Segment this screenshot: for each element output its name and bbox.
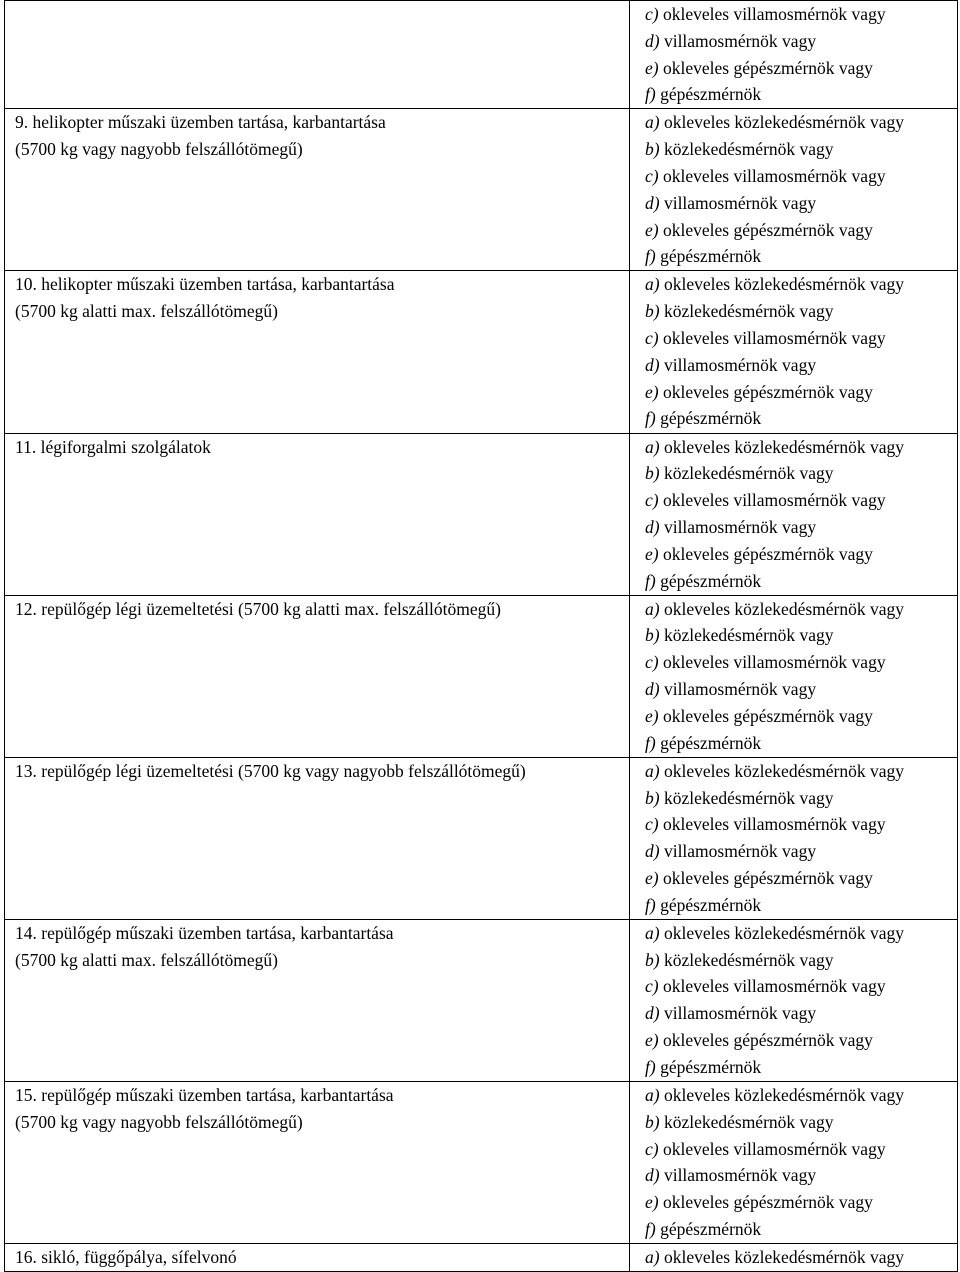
qualification-option [645, 109, 957, 136]
option-text: okleveles közlekedésmérnök vagy [663, 922, 905, 943]
table-row [5, 919, 958, 1081]
option-letter: e) [645, 57, 659, 78]
option-text: okleveles közlekedésmérnök vagy [663, 274, 905, 295]
qualification-option [645, 730, 957, 757]
option-letter: b) [645, 139, 660, 160]
option-letter: a) [645, 922, 660, 943]
option-text: gépészmérnök [660, 894, 762, 915]
option-letter: c) [645, 490, 659, 511]
activity-text: (5700 kg alatti max. felszállótömegű) [15, 301, 278, 322]
qualification-cell [630, 109, 958, 271]
table-row [5, 271, 958, 433]
option-text: okleveles villamosmérnök vagy [662, 652, 886, 673]
option-letter: c) [645, 814, 659, 835]
option-text: okleveles közlekedésmérnök vagy [663, 1084, 905, 1105]
option-text: okleveles közlekedésmérnök vagy [663, 598, 905, 619]
option-letter: d) [645, 1165, 660, 1186]
qualification-option [645, 1162, 957, 1189]
option-letter: f) [645, 570, 656, 591]
activity-text: 15. repülőgép műszaki üzemben tartása, karbantartása [15, 1084, 394, 1105]
option-text: okleveles villamosmérnök vagy [662, 4, 886, 24]
option-text: gépészmérnök [660, 570, 762, 591]
qualification-option [645, 325, 957, 352]
qualification-option [645, 973, 957, 1000]
option-letter: f) [645, 408, 656, 429]
qualification-option [645, 865, 957, 892]
qualification-option [645, 1189, 957, 1216]
qualification-option [645, 352, 957, 379]
option-letter: b) [645, 625, 660, 646]
option-letter: b) [645, 301, 660, 322]
qualification-option [645, 676, 957, 703]
qualification-option [645, 217, 957, 244]
activity-text: (5700 kg vagy nagyobb felszállótömegű) [15, 1111, 303, 1132]
qualification-option [645, 55, 957, 82]
qualification-option [645, 1216, 957, 1243]
option-text: villamosmérnök vagy [663, 1165, 817, 1186]
option-text: közlekedésmérnök vagy [663, 139, 834, 160]
qualification-option [645, 1082, 957, 1109]
option-letter: c) [645, 976, 659, 997]
option-letter: a) [645, 274, 660, 295]
option-letter: f) [645, 84, 656, 105]
table-row [5, 1081, 958, 1243]
table-row [5, 109, 958, 271]
activity-text: 12. repülőgép légi üzemeltetési (5700 kg alatti max. felszállótömegű) [15, 598, 501, 619]
activity-cell [5, 1244, 630, 1272]
option-text: okleveles gépészmérnök vagy [662, 1192, 873, 1213]
table-row [5, 595, 958, 757]
qualification-option [645, 28, 957, 55]
option-letter: d) [645, 30, 660, 51]
qualification-cell [630, 1081, 958, 1243]
option-letter: e) [645, 1192, 659, 1213]
option-text: okleveles villamosmérnök vagy [662, 490, 886, 511]
qualification-option [645, 920, 957, 947]
qualification-option [645, 379, 957, 406]
qualification-option [645, 649, 957, 676]
option-text: okleveles gépészmérnök vagy [662, 867, 873, 888]
qualification-option [645, 785, 957, 812]
option-text: okleveles közlekedésmérnök vagy [663, 436, 905, 457]
option-letter: c) [645, 4, 659, 24]
option-letter: d) [645, 1003, 660, 1024]
qualification-option [645, 460, 957, 487]
qualification-cell [630, 919, 958, 1081]
option-letter: b) [645, 463, 660, 484]
qualification-option [645, 947, 957, 974]
option-letter: f) [645, 732, 656, 753]
option-letter: c) [645, 1138, 659, 1159]
option-text: okleveles közlekedésmérnök vagy [663, 1247, 905, 1268]
option-text: okleveles villamosmérnök vagy [662, 165, 886, 186]
qualification-option [645, 1, 957, 28]
qualification-option [645, 136, 957, 163]
option-text: okleveles villamosmérnök vagy [662, 976, 886, 997]
activity-text: 9. helikopter műszaki üzemben tartása, karbantartása [15, 112, 386, 133]
option-text: okleveles gépészmérnök vagy [662, 219, 873, 240]
option-letter: d) [645, 192, 660, 213]
option-text: gépészmérnök [660, 732, 762, 753]
activity-text: 16. sikló, függőpálya, sífelvonó [15, 1247, 237, 1268]
qualification-option [645, 271, 957, 298]
qualification-option [645, 163, 957, 190]
qualification-option [645, 596, 957, 623]
activity-cell [5, 433, 630, 595]
option-text: közlekedésmérnök vagy [663, 787, 834, 808]
activity-text: 14. repülőgép műszaki üzemben tartása, karbantartása [15, 922, 394, 943]
qualification-option [645, 487, 957, 514]
option-letter: e) [645, 705, 659, 726]
option-letter: d) [645, 679, 660, 700]
option-text: gépészmérnök [660, 1056, 762, 1077]
option-text: gépészmérnök [660, 408, 762, 429]
table-row [5, 757, 958, 919]
option-letter: d) [645, 841, 660, 862]
activity-text: 10. helikopter műszaki üzemben tartása, karbantartása [15, 274, 395, 295]
qualification-option [645, 838, 957, 865]
option-text: villamosmérnök vagy [663, 354, 817, 375]
option-text: villamosmérnök vagy [663, 30, 817, 51]
option-text: gépészmérnök [660, 84, 762, 105]
qualification-option [645, 1000, 957, 1027]
qualification-option [645, 1244, 957, 1271]
option-text: okleveles gépészmérnök vagy [662, 543, 873, 564]
option-text: okleveles gépészmérnök vagy [662, 57, 873, 78]
activity-cell [5, 109, 630, 271]
option-letter: a) [645, 760, 660, 781]
table-row [5, 433, 958, 595]
option-text: okleveles gépészmérnök vagy [662, 381, 873, 402]
activity-cell [5, 919, 630, 1081]
qualification-option [645, 434, 957, 461]
option-letter: f) [645, 894, 656, 915]
option-letter: c) [645, 328, 659, 349]
option-text: okleveles közlekedésmérnök vagy [663, 760, 905, 781]
option-letter: a) [645, 598, 660, 619]
qualification-option [645, 514, 957, 541]
option-text: villamosmérnök vagy [663, 841, 817, 862]
qualification-option [645, 568, 957, 595]
activity-cell [5, 1081, 630, 1243]
option-letter: d) [645, 354, 660, 375]
option-text: villamosmérnök vagy [663, 516, 817, 537]
option-letter: b) [645, 1111, 660, 1132]
option-letter: f) [645, 1056, 656, 1077]
qualification-option [645, 758, 957, 785]
option-letter: e) [645, 867, 659, 888]
qualification-option [645, 81, 957, 108]
activity-cell [5, 271, 630, 433]
option-text: közlekedésmérnök vagy [663, 1111, 834, 1132]
qualification-option [645, 541, 957, 568]
option-letter: e) [645, 381, 659, 402]
qualification-option [645, 1054, 957, 1081]
qualification-option [645, 405, 957, 432]
option-text: közlekedésmérnök vagy [663, 949, 834, 970]
qualification-option [645, 1109, 957, 1136]
qualification-table [4, 0, 958, 1272]
qualification-option [645, 243, 957, 270]
qualification-option [645, 892, 957, 919]
option-letter: b) [645, 787, 660, 808]
qualification-option [645, 703, 957, 730]
option-text: közlekedésmérnök vagy [663, 625, 834, 646]
option-letter: e) [645, 219, 659, 240]
qualification-option [645, 298, 957, 325]
option-letter: a) [645, 1247, 660, 1268]
option-letter: a) [645, 112, 660, 133]
option-text: gépészmérnök [660, 246, 762, 267]
activity-text: (5700 kg vagy nagyobb felszállótömegű) [15, 139, 303, 160]
option-letter: f) [645, 1218, 656, 1239]
option-text: villamosmérnök vagy [663, 679, 817, 700]
option-text: villamosmérnök vagy [663, 1003, 817, 1024]
qualification-option [645, 1027, 957, 1054]
option-text: okleveles villamosmérnök vagy [662, 1138, 886, 1159]
option-letter: f) [645, 246, 656, 267]
option-text: okleveles közlekedésmérnök vagy [663, 112, 905, 133]
option-letter: e) [645, 543, 659, 564]
option-text: közlekedésmérnök vagy [663, 463, 834, 484]
activity-cell [5, 757, 630, 919]
qualification-cell [630, 433, 958, 595]
qualification-cell [630, 757, 958, 919]
qualification-option [645, 622, 957, 649]
qualification-cell [630, 1, 958, 109]
qualification-option [645, 1136, 957, 1163]
qualification-option [645, 811, 957, 838]
activity-cell [5, 595, 630, 757]
option-text: villamosmérnök vagy [663, 192, 817, 213]
option-text: okleveles villamosmérnök vagy [662, 328, 886, 349]
qualification-cell [630, 595, 958, 757]
qualification-cell [630, 271, 958, 433]
option-letter: a) [645, 436, 660, 457]
option-letter: a) [645, 1084, 660, 1105]
option-text: gépészmérnök [660, 1218, 762, 1239]
activity-text: 13. repülőgép légi üzemeltetési (5700 kg vagy nagyobb felszállótömegű) [15, 760, 526, 781]
option-letter: c) [645, 165, 659, 186]
table-row [5, 1244, 958, 1272]
qualification-cell [630, 1244, 958, 1272]
qualification-option [645, 190, 957, 217]
option-text: okleveles gépészmérnök vagy [662, 1030, 873, 1051]
table-row [5, 1, 958, 109]
option-text: okleveles gépészmérnök vagy [662, 705, 873, 726]
option-text: okleveles villamosmérnök vagy [662, 814, 886, 835]
activity-text: (5700 kg alatti max. felszállótömegű) [15, 949, 278, 970]
table-body [5, 1, 958, 1272]
activity-text: 11. légiforgalmi szolgálatok [15, 436, 211, 457]
option-letter: d) [645, 516, 660, 537]
option-letter: b) [645, 949, 660, 970]
option-text: közlekedésmérnök vagy [663, 301, 834, 322]
option-letter: e) [645, 1030, 659, 1051]
option-letter: c) [645, 652, 659, 673]
activity-cell [5, 1, 630, 109]
